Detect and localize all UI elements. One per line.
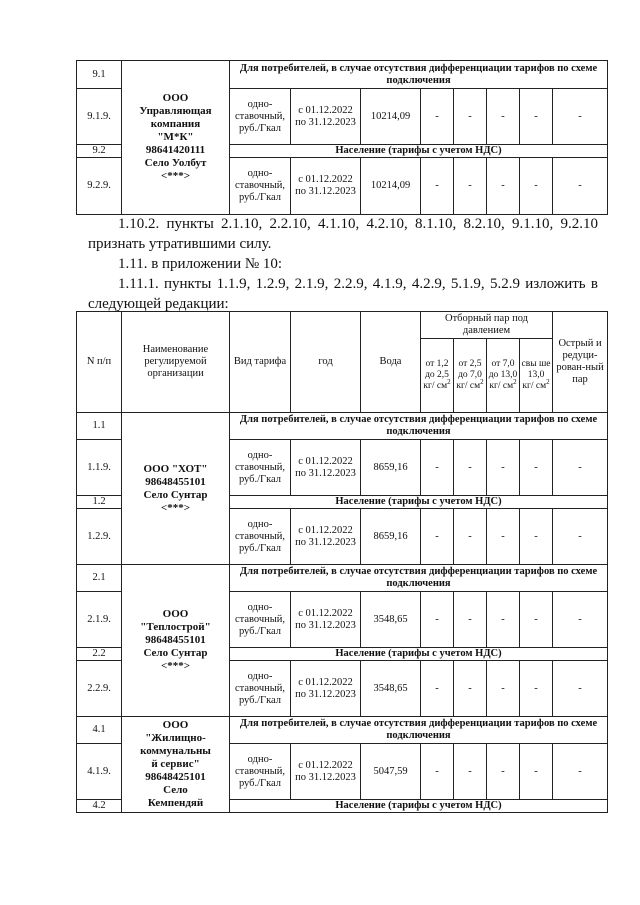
period: с 01.12.2022 по 31.12.2023 xyxy=(291,661,361,717)
steam-value: - xyxy=(421,89,454,145)
organization-cell xyxy=(122,565,230,717)
sharp-steam-value: - xyxy=(553,89,608,145)
pressure-label: от 1,2 до 2,5 кг/ см xyxy=(423,359,449,391)
steam-value: - xyxy=(487,89,520,145)
org-line: Село Сунтар xyxy=(143,647,208,659)
row-number: 4.1.9. xyxy=(77,744,122,800)
org-inn: 98641420111 xyxy=(145,144,206,156)
table-row xyxy=(77,413,608,440)
row-number: 9.1 xyxy=(77,61,122,89)
steam-value: - xyxy=(520,661,553,717)
steam-value: - xyxy=(421,509,454,565)
col-header-pressure-1 xyxy=(421,339,454,413)
col-header-tariff: Вид тарифа xyxy=(230,312,291,413)
section-note: Для потребителей, в случае отсутствия дифференциации тарифов по схеме подключения xyxy=(230,717,608,744)
org-name-line: компания xyxy=(150,118,201,130)
row-number: 1.1 xyxy=(77,413,122,440)
org-line: <***> xyxy=(160,660,191,672)
water-value: 8659,16 xyxy=(361,509,421,565)
tariff-type: одно-ставочный, руб./Гкал xyxy=(230,744,291,800)
period: с 01.12.2022 по 31.12.2023 xyxy=(291,89,361,145)
table-row xyxy=(77,717,608,744)
row-number: 1.1.9. xyxy=(77,440,122,496)
org-line: Кемпендяй xyxy=(147,797,204,809)
water-value: 3548,65 xyxy=(361,661,421,717)
header-row xyxy=(77,312,608,339)
org-line: ООО xyxy=(162,719,189,731)
table-row xyxy=(77,565,608,592)
table-main xyxy=(76,311,608,813)
section-note: Население (тарифы с учетом НДС) xyxy=(230,145,608,158)
sharp-steam-value: - xyxy=(553,661,608,717)
steam-value: - xyxy=(520,744,553,800)
row-number: 2.2.9. xyxy=(77,661,122,717)
sharp-steam-value: - xyxy=(553,592,608,648)
superscript: 2 xyxy=(513,377,517,386)
org-line: "Теплострой" xyxy=(140,621,211,633)
row-number: 2.1.9. xyxy=(77,592,122,648)
table-top xyxy=(76,60,608,215)
period: с 01.12.2022 по 31.12.2023 xyxy=(291,592,361,648)
steam-value: - xyxy=(454,509,487,565)
paragraph-1-10-2: 1.10.2. пункты 2.1.10, 2.2.10, 4.1.10, 4.2.10, 8.1.10, 8.2.10, 9.1.10, 9.2.10 признать утратившими силу. xyxy=(88,216,598,252)
superscript: 2 xyxy=(447,377,451,386)
steam-value: - xyxy=(454,661,487,717)
org-name-line: Управляющая xyxy=(139,105,212,117)
row-number: 2.2 xyxy=(77,648,122,661)
steam-value: - xyxy=(454,592,487,648)
sharp-steam-value: - xyxy=(553,158,608,215)
pressure-label: от 2,5 до 7,0 кг/ см xyxy=(456,359,482,391)
steam-value: - xyxy=(454,440,487,496)
steam-value: - xyxy=(487,661,520,717)
col-header-water: Вода xyxy=(361,312,421,413)
paragraph-1-11: 1.11. в приложении № 10: xyxy=(118,256,283,272)
water-value: 10214,09 xyxy=(361,158,421,215)
steam-value: - xyxy=(421,158,454,215)
steam-value: - xyxy=(487,440,520,496)
col-header-pressure-4 xyxy=(520,339,553,413)
section-note: Население (тарифы с учетом НДС) xyxy=(230,496,608,509)
org-line: 98648455101 xyxy=(145,475,206,488)
org-line: коммунальны xyxy=(140,745,211,757)
period: с 01.12.2022 по 31.12.2023 xyxy=(291,744,361,800)
row-number: 2.1 xyxy=(77,565,122,592)
tariff-type: одно-ставочный, руб./Гкал xyxy=(230,661,291,717)
section-note: Для потребителей, в случае отсутствия дифференциации тарифов по схеме подключения xyxy=(230,61,608,89)
sharp-steam-value: - xyxy=(553,744,608,800)
water-value: 3548,65 xyxy=(361,592,421,648)
superscript: 2 xyxy=(546,377,550,386)
org-name-line: ООО xyxy=(162,92,189,104)
tariff-type: одно-ставочный, руб./Гкал xyxy=(230,592,291,648)
tariff-type: одно-ставочный, руб./Гкал xyxy=(230,158,291,215)
row-number: 9.1.9. xyxy=(77,89,122,145)
steam-value: - xyxy=(454,158,487,215)
period: с 01.12.2022 по 31.12.2023 xyxy=(291,509,361,565)
col-header-steam: Отборный пар под давлением xyxy=(421,312,553,339)
row-number: 9.2 xyxy=(77,145,122,158)
col-header-sharp-steam: Острый и редуци-рован-ный пар xyxy=(553,312,608,413)
water-value: 10214,09 xyxy=(361,89,421,145)
col-header-organization: Наименование регулируемой организации xyxy=(122,312,230,413)
org-line: Село xyxy=(163,784,188,796)
row-number: 9.2.9. xyxy=(77,158,122,215)
steam-value: - xyxy=(520,592,553,648)
sharp-steam-value: - xyxy=(553,440,608,496)
org-line: 98648425101 xyxy=(145,771,206,783)
steam-value: - xyxy=(454,89,487,145)
steam-value: - xyxy=(520,440,553,496)
tariff-type: одно-ставочный, руб./Гкал xyxy=(230,509,291,565)
row-number: 1.2.9. xyxy=(77,509,122,565)
paragraph-1-11-1: 1.11.1. пункты 1.1.9, 1.2.9, 2.1.9, 2.2.9, 4.1.9, 4.2.9, 5.1.9, 5.2.9 изложить в следующей редакции: xyxy=(88,276,598,312)
steam-value: - xyxy=(454,744,487,800)
period: с 01.12.2022 по 31.12.2023 xyxy=(291,158,361,215)
pressure-label: от 7,0 до 13,0 кг/ см xyxy=(488,359,518,391)
org-line: "Жилищно- xyxy=(145,732,206,744)
superscript: 2 xyxy=(480,377,484,386)
org-name-line: "М*К" xyxy=(157,131,194,143)
organization-cell xyxy=(122,717,230,813)
org-line: ООО xyxy=(162,608,189,620)
row-number: 4.1 xyxy=(77,717,122,744)
steam-value: - xyxy=(421,592,454,648)
tariff-type: одно-ставочный, руб./Гкал xyxy=(230,89,291,145)
steam-value: - xyxy=(487,744,520,800)
steam-value: - xyxy=(487,592,520,648)
steam-value: - xyxy=(421,440,454,496)
section-note: Для потребителей, в случае отсутствия дифференциации тарифов по схеме подключения xyxy=(230,565,608,592)
tariff-type: одно-ставочный, руб./Гкал xyxy=(230,440,291,496)
col-header-pressure-2 xyxy=(454,339,487,413)
org-place: Село Уолбут xyxy=(144,157,207,169)
steam-value: - xyxy=(421,661,454,717)
pressure-label: свы ше 13,0 кг/ см xyxy=(521,359,551,391)
table-row xyxy=(77,61,608,89)
row-number: 1.2 xyxy=(77,496,122,509)
steam-value: - xyxy=(520,158,553,215)
organization-cell xyxy=(122,413,230,565)
steam-value: - xyxy=(487,509,520,565)
org-line: 98648455101 xyxy=(145,634,206,646)
period: с 01.12.2022 по 31.12.2023 xyxy=(291,440,361,496)
section-note: Население (тарифы с учетом НДС) xyxy=(230,800,608,813)
sharp-steam-value: - xyxy=(553,509,608,565)
steam-value: - xyxy=(421,744,454,800)
water-value: 5047,59 xyxy=(361,744,421,800)
section-note: Для потребителей, в случае отсутствия дифференциации тарифов по схеме подключения xyxy=(230,413,608,440)
col-header-year: год xyxy=(291,312,361,413)
water-value: 8659,16 xyxy=(361,440,421,496)
org-line: Село Сунтар xyxy=(143,488,208,501)
org-line: ООО "ХОТ" xyxy=(143,462,208,475)
org-line: <***> xyxy=(160,501,191,514)
section-note: Население (тарифы с учетом НДС) xyxy=(230,648,608,661)
steam-value: - xyxy=(520,89,553,145)
steam-value: - xyxy=(520,509,553,565)
org-line: й сервис" xyxy=(151,758,200,770)
row-number: 4.2 xyxy=(77,800,122,813)
steam-value: - xyxy=(487,158,520,215)
organization-cell xyxy=(122,61,230,215)
col-header-pressure-3 xyxy=(487,339,520,413)
org-mark: <***> xyxy=(160,170,191,182)
col-header-number: N п/п xyxy=(77,312,122,413)
